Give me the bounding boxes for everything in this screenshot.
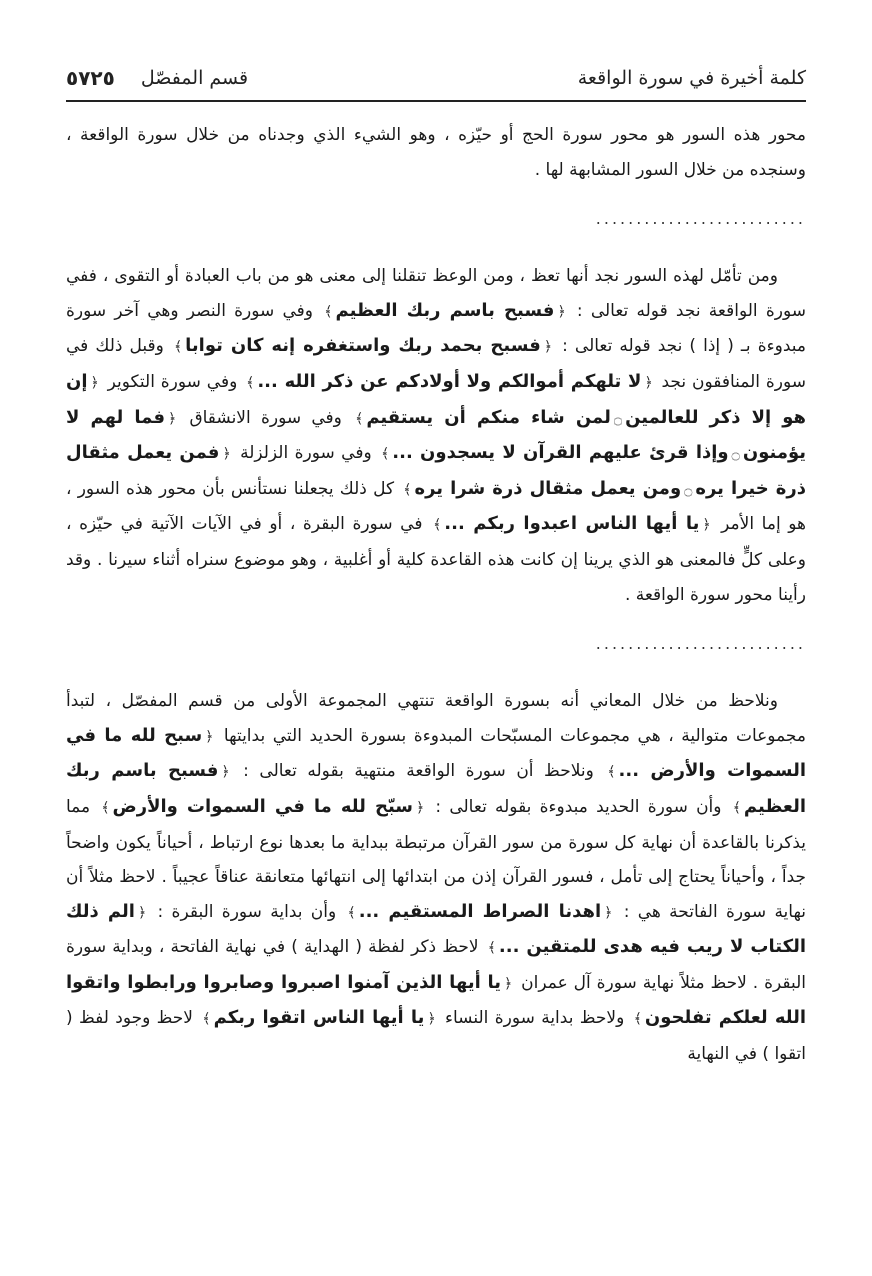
verse-end-mark: ۝ (613, 410, 623, 427)
quran-verse: لا تلهكم أموالكم ولا أولادكم عن ذكر الله ... (257, 370, 642, 392)
verse-end-mark: ۝ (684, 481, 693, 498)
text: وقبل ذلك في سورة المنافقون نجد (66, 336, 807, 392)
ornate-bracket-open: ﴿ (604, 904, 613, 921)
header-rule (66, 100, 806, 102)
paragraph-2 (66, 259, 806, 612)
ornate-bracket-close: ﴾ (403, 481, 412, 498)
quran-verse: لمن شاء منكم أن يستقيم (366, 406, 611, 428)
quran-verse: فسبح باسم ربك العظيم (66, 760, 806, 817)
ornate-bracket-open: ﴿ (427, 1011, 436, 1028)
quran-verse: سبّح لله ما في السموات والأرض (112, 795, 413, 817)
text: ولاحظ بداية سورة النساء (445, 1008, 625, 1029)
text: كل ذلك يجعلنا نستأنس بأن محور هذه السور ، هو إما الأمر (66, 478, 807, 535)
header-left-group (66, 66, 248, 90)
text: وفي سورة الانشقاق (189, 407, 342, 428)
text: ومن تأمّل لهذه السور نجد أنها تعظ ، ومن الوعظ تنقلنا إلى معنى هو من باب العبادة أو التقوى ، ففي سورة الواقعة نجد قوله تعالى : (66, 266, 807, 321)
section-separator: .......................... (595, 634, 806, 654)
ornate-bracket-close: ﴾ (381, 446, 390, 463)
text: في سورة البقرة ، أو في الآيات الآتية في حيّزه ، وعلى كلٍّ فالمعنى هو الذي يرينا إن كانت هذه القاعدة كلية أو أغلبية ، وهو موضوع سنراه أثناء سيرنا . وقد رأينا محور سورة الواقعة . (66, 514, 806, 605)
text: لاحظ ذكر لفظة ( الهداية ) في نهاية الفاتحة ، وبداية سورة البقرة . لاحظ مثلاً نهاية سورة آل عمران (66, 937, 806, 993)
quran-verse: سبح لله ما في السموات والأرض ... (66, 724, 807, 782)
text: وفي سورة النصر وهي آخر سورة مبدوءة بـ ( إذا ) نجد قوله تعالى : (66, 300, 806, 357)
quran-verse: فما لهم لا يؤمنون (66, 406, 807, 464)
ornate-bracket-close: ﴾ (202, 1011, 211, 1028)
quran-verse: يا أيها الذين آمنوا اصبروا وصابروا ورابطوا واتقوا الله لعلكم تفلحون (66, 971, 807, 1029)
verse-end-mark: ۝ (731, 446, 740, 463)
ornate-bracket-close: ﴾ (347, 904, 356, 921)
ornate-bracket-open: ﴿ (504, 975, 513, 992)
text: محور هذه السور هو محور سورة الحج أو حيّزه ، وهو الشيء الذي وجدناه من خلال سورة الواقعة ، وسنجده من خلال السور المشابهة لها . (66, 125, 806, 180)
ornate-bracket-close: ﴾ (355, 410, 364, 427)
ornate-bracket-open: ﴿ (90, 374, 99, 391)
text: مما يذكرنا بالقاعدة أن نهاية كل سورة من سور القرآن مرتبطة ببداية ما بعدها نوع ارتباط ، أحياناً يكون واضحاً جداً ، وأحياناً يحتاج إلى تأمل ، فسور القرآن إذن من ابتدائها إلى انتهائها متعانقة عناقاً عجيباً . لاحظ مثلاً أن نهاية سورة الفاتحة هي : (66, 796, 807, 922)
ornate-bracket-close: ﴾ (324, 303, 333, 320)
quran-verse: فمن يعمل مثقال ذرة خيرا يره (66, 442, 806, 499)
quran-verse: يا أيها الناس اتقوا ربكم (213, 1007, 425, 1029)
section-separator: .......................... (595, 209, 806, 229)
text: ونلاحظ من خلال المعاني أنه بسورة الواقعة تنتهي المجموعة الأولى من قسم المفصّل ، لتبدأ مجموعات متوالية ، هي مجموعات المسبّحات المبدوءة بسورة الحديد التي بدايتها (66, 691, 806, 746)
quran-verse: وإذا قرئ عليهم القرآن لا يسجدون ... (392, 442, 729, 464)
text: وأن سورة الحديد مبدوءة بقوله تعالى : (435, 796, 722, 817)
ornate-bracket-open: ﴿ (167, 410, 177, 427)
paragraph-3 (66, 684, 806, 1072)
running-header (66, 58, 806, 98)
ornate-bracket-close: ﴾ (633, 1011, 642, 1028)
ornate-bracket-close: ﴾ (433, 517, 442, 534)
text: وفي سورة الزلزلة (240, 443, 372, 464)
ornate-bracket-close: ﴾ (246, 374, 255, 391)
ornate-bracket-open: ﴿ (702, 517, 711, 534)
ornate-bracket-open: ﴿ (543, 339, 553, 356)
ornate-bracket-close: ﴾ (101, 799, 110, 816)
text: لاحظ وجود لفظ ( اتقوا ) في النهاية (66, 1008, 806, 1065)
ornate-bracket-close: ﴾ (173, 339, 183, 356)
text: وفي سورة التكوير (107, 371, 238, 392)
quran-verse: فسبح باسم ربك العظيم (335, 299, 555, 321)
quran-verse: الم ذلك الكتاب لا ريب فيه هدى للمتقين ... (66, 900, 806, 958)
text: ونلاحظ أن سورة الواقعة منتهية بقوله تعالى : (243, 761, 594, 782)
quran-verse: اهدنا الصراط المستقيم ... (358, 900, 602, 922)
ornate-bracket-open: ﴿ (221, 764, 230, 781)
ornate-bracket-open: ﴿ (557, 303, 566, 320)
ornate-bracket-open: ﴿ (416, 799, 425, 816)
page-body (66, 118, 806, 1072)
section-title: قسم المفصّل (140, 67, 249, 89)
ornate-bracket-open: ﴿ (137, 904, 147, 921)
ornate-bracket-close: ﴾ (732, 799, 741, 816)
quran-verse: إن هو إلا ذكر للعالمين (66, 370, 807, 428)
ornate-bracket-close: ﴾ (487, 940, 496, 957)
chapter-title: كلمة أخيرة في سورة الواقعة (577, 67, 806, 89)
ornate-bracket-close: ﴾ (607, 764, 616, 781)
paragraph-1 (66, 118, 806, 187)
text: وأن بداية سورة البقرة : (157, 901, 337, 922)
quran-verse: فسبح بحمد ربك واستغفره إنه كان توابا (185, 335, 541, 357)
quran-verse: ومن يعمل مثقال ذرة شرا يره (414, 477, 682, 499)
ornate-bracket-open: ﴿ (222, 446, 231, 463)
quran-verse: يا أيها الناس اعبدوا ربكم ... (444, 513, 700, 535)
page-number: ٥٧٢٥ (66, 66, 115, 90)
ornate-bracket-open: ﴿ (205, 728, 214, 745)
ornate-bracket-open: ﴿ (644, 374, 653, 391)
